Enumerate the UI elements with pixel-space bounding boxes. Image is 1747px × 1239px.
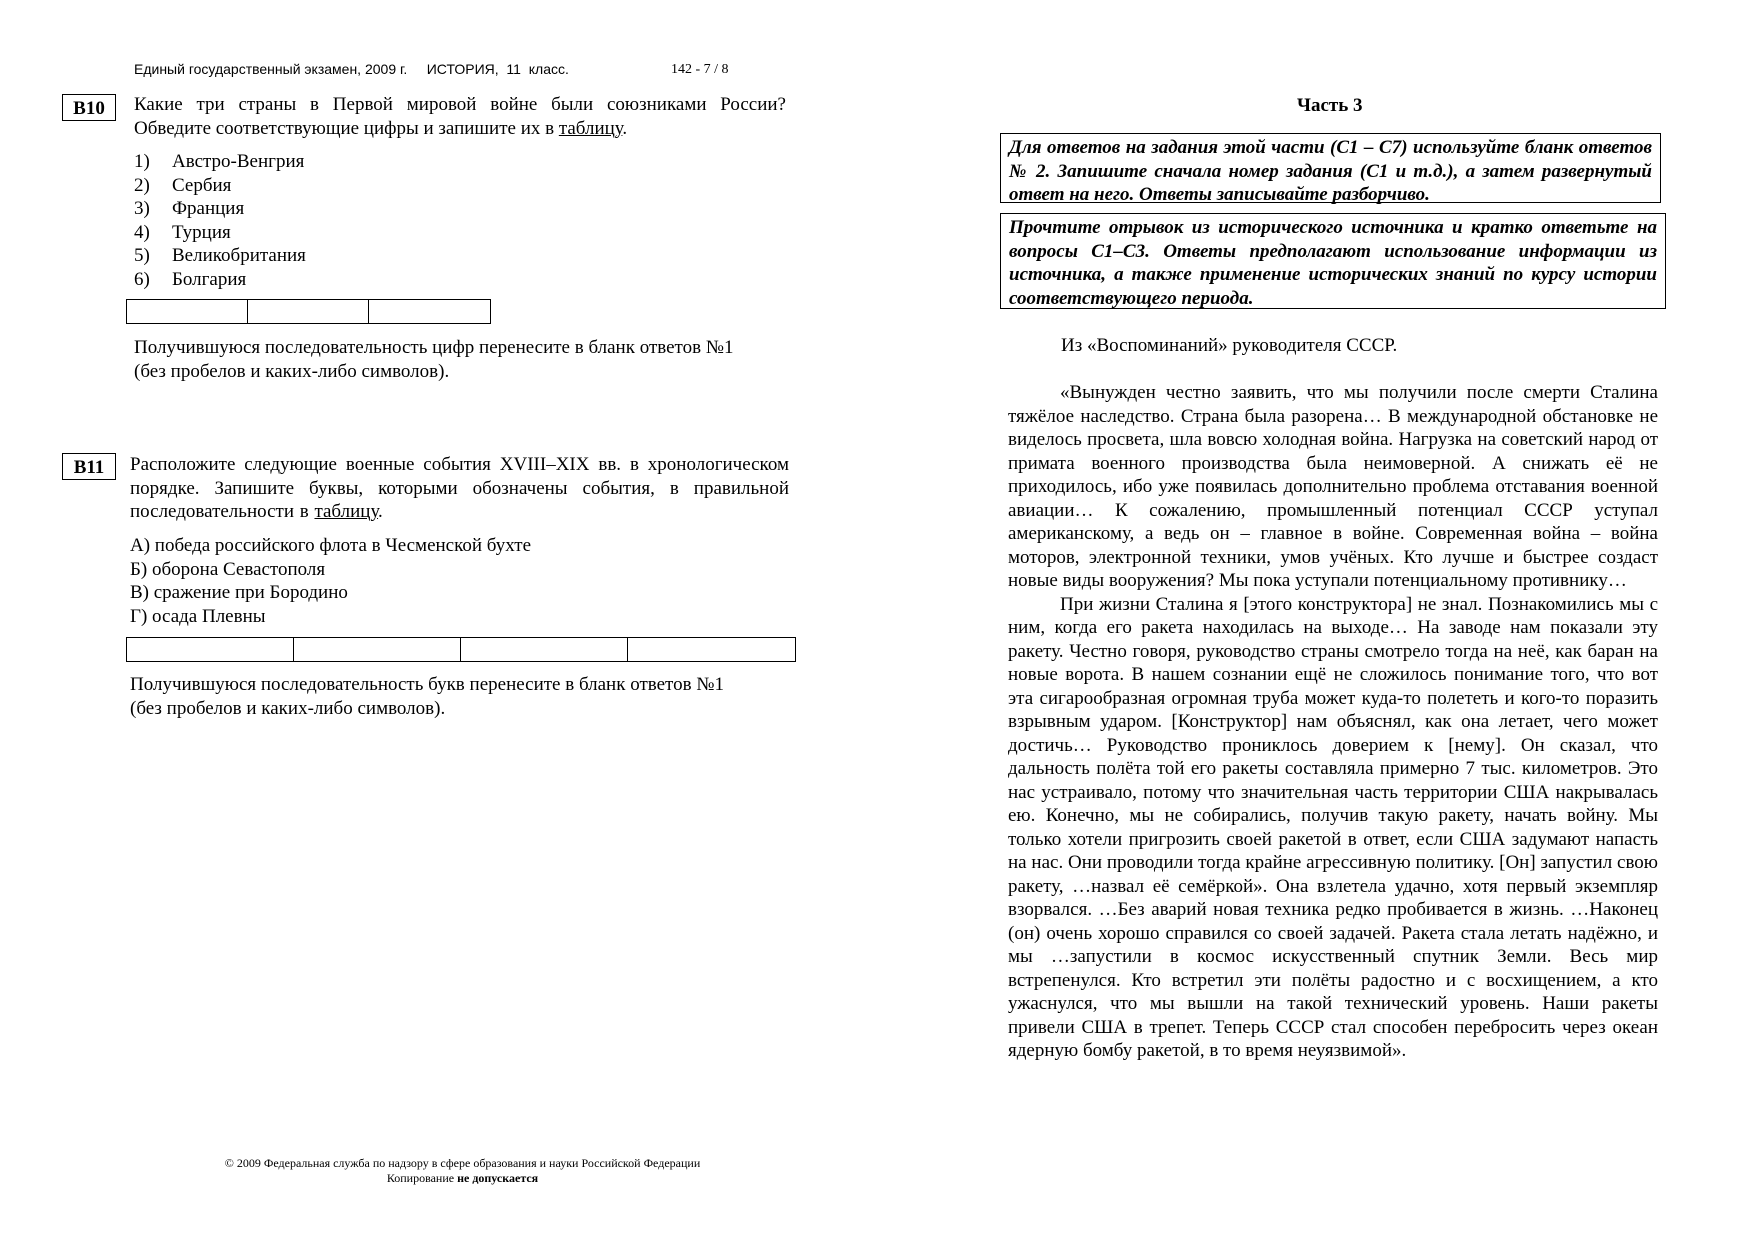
transfer-line: (без пробелов и каких-либо символов). [130, 697, 446, 719]
task-b11-question-end: . [378, 501, 383, 522]
task-b11-question [130, 453, 789, 524]
copyright-line: © 2009 Федеральная служба по надзору в сфере образования и науки Российской Федерации [224, 1156, 701, 1170]
task-b11-question-text: Расположите следующие военные события XVIII–XIX вв. в хронологическом порядке. Запишите буквы, которыми обозначены события, в правильной последовательности в [130, 454, 789, 522]
copy-notice-bold: не допускается [457, 1171, 539, 1185]
option-number: 1) [134, 151, 150, 172]
answer-cell[interactable] [369, 300, 491, 324]
copy-notice [150, 1171, 775, 1186]
option-item [134, 244, 306, 268]
page-number: 142 - 7 / 8 [671, 62, 729, 77]
exam-subject: ИСТОРИЯ, 11 класс. [426, 61, 569, 77]
option-item: Б) оборона Севастополя [130, 558, 326, 580]
option-number: 4) [134, 221, 150, 243]
option-number: 3) [134, 198, 150, 219]
transfer-line: (без пробелов и каких-либо символов). [134, 360, 450, 382]
answer-cell[interactable] [461, 638, 628, 662]
source-text [1008, 381, 1658, 1063]
task-b10-question-line2 [134, 117, 786, 141]
option-item: А) победа российского флота в Чесменской бухте [130, 535, 532, 556]
table-link: таблицу [314, 501, 379, 522]
option-text: Болгария [172, 268, 247, 290]
task-b10-question-text: Обведите соответствующие цифры и запишите их в [134, 117, 559, 139]
option-text: Турция [172, 221, 231, 243]
source-instruction-box: Прочтите отрывок из исторического источника и кратко ответьте на вопросы С1–С3. Ответы предполагают использование информации из источника, а также применение исторических знаний по курсу истории соответствующего периода. [1000, 213, 1666, 309]
task-b10-question-line1: Какие три страны в Первой мировой войне были союзниками России? [134, 94, 786, 115]
page-header [134, 61, 569, 77]
option-item [134, 174, 306, 198]
option-text: Австро-Венгрия [172, 151, 305, 172]
task-b10-question-end: . [622, 117, 628, 139]
option-item [134, 197, 306, 221]
part3-instruction-box: Для ответов на задания этой части (С1 – С7) используйте бланк ответов № 2. Запишите сначала номер задания (С1 и т.д.), а затем развернутый ответ на него. Ответы записывайте разборчиво. [1000, 133, 1661, 203]
task-b11-options [130, 534, 531, 628]
option-item: В) сражение при Бородино [130, 582, 348, 603]
answer-cell[interactable] [248, 300, 369, 324]
option-number: 6) [134, 268, 150, 290]
option-text: Франция [172, 198, 245, 219]
transfer-line: Получившуюся последовательность букв перенесите в бланк ответов №1 [130, 674, 724, 695]
option-item [134, 150, 306, 174]
copy-notice-text: Копирование [386, 1171, 458, 1185]
answer-cell[interactable] [127, 638, 294, 662]
option-text: Великобритания [172, 245, 306, 266]
task-b10-options [134, 150, 306, 291]
task-b11-answer-table [126, 637, 796, 662]
option-item [134, 268, 306, 292]
task-b11-transfer-instruction [130, 673, 795, 720]
task-b10-answer-table [126, 299, 491, 324]
page-footer [150, 1156, 775, 1186]
answer-cell[interactable] [294, 638, 461, 662]
option-item: Г) осада Плевны [130, 605, 266, 627]
option-text: Сербия [172, 174, 232, 196]
option-item [134, 221, 306, 245]
option-number: 2) [134, 174, 150, 196]
option-number: 5) [134, 245, 150, 266]
part3-title: Часть 3 [1297, 95, 1363, 116]
task-b10-badge: B10 [62, 94, 116, 121]
source-paragraph: «Вынужден честно заявить, что мы получили после смерти Сталина тяжёлое наследство. Страна была разорена… В международной обстановке не виделось просвета, шла вовсю холодная война. Нагрузка на советский народ от примата военного производства была неимоверной. А снижать её не приходилось, ибо уже появилась дополнительно проблема отставания военной авиации… К сожалению, промышленный потенциал СССР уступал американскому, а ведь он – главное в войне. Современная война – война моторов, электронной техники, умов учёных. Кто лучше и быстрее создаст новые виды вооружения? Мы пока уступали потенциальному противнику… [1008, 382, 1658, 591]
task-b10-transfer-instruction [134, 336, 794, 383]
source-title: Из «Воспоминаний» руководителя СССР. [1061, 335, 1398, 356]
task-b10-question [134, 93, 786, 140]
source-paragraph: При жизни Сталина я [этого конструктора] не знал. Познакомились мы с ним, когда его ракета находилась на выходе… На заводе нам показали эту ракету. Честно говоря, руководство страны смотрело тогда на неё, как баран на новые ворота. В нашем сознании ещё не сложилось понимание того, что вот эта сигарообразная огромная труба может куда-то полететь и кого-то поразить взрывным ударом. [Конструктор] нам объяснял, как она летает, чего может достичь… Руководство прониклось доверием к [нему]. Он сказал, что дальность полёта той его ракеты составляла примерно 7 тыс. километров. Это нас устраивало, потому что значительная часть территории США накрывалась ею. Конечно, мы не собирались, получив такую ракету, начать войну. Мы только хотели пригрозить своей ракетой в ответ, если США задумают напасть на нас. Они проводили тогда крайне агрессивную политику. [Он] запустил свою ракету, …назвал её семёркой». Она взлетела удачно, хотя первый экземпляр взорвался. …Без аварий новая техника редко пробивается в жизнь. …Наконец (он) очень хорошо справился со своей задачей. Ракета стала летать надёжно, и мы …запустили в космос искусственный спутник Земли. Весь мир встрепенулся. Кто встретил эти полёты радостно и с восхищением, а кто ужаснулся, что мы вышли на такой технический уровень. Наши ракеты привели США в трепет. Теперь СССР стал способен перебросить через океан ядерную бомбу ракетой, в то время неуязвимой». [1008, 593, 1658, 1061]
task-b11-badge: B11 [62, 453, 116, 480]
exam-title: Единый государственный экзамен, 2009 г. [134, 61, 408, 77]
transfer-line: Получившуюся последовательность цифр перенесите в бланк ответов №1 [134, 337, 734, 358]
answer-cell[interactable] [628, 638, 796, 662]
answer-cell[interactable] [127, 300, 248, 324]
table-link: таблицу [558, 117, 623, 139]
